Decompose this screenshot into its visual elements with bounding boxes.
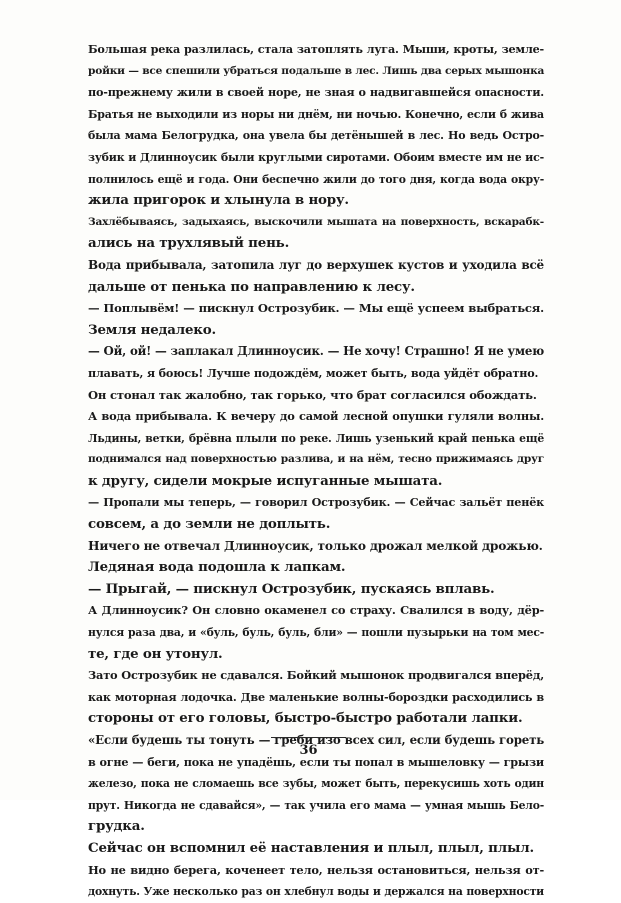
text-line: Земля недалеко.	[88, 321, 216, 338]
page-number: 36	[299, 743, 318, 758]
text-line: в огне — беги, пока не упадёшь, если ты попал в мышеловку — грызи	[88, 754, 544, 769]
text-line: те, где он утонул.	[88, 645, 223, 662]
text-line: дальше от пенька по направлению к лесу.	[88, 278, 415, 295]
text-line: А вода прибывала. К вечеру до самой лесной опушки гуляли волны.	[88, 409, 544, 424]
text-line: по-прежнему жили в своей норе, не зная о надвигавшейся опасности.	[88, 85, 544, 100]
text-line: прут. Никогда не сдавайся», — так учила его мама — умная мышь Бело-	[88, 798, 544, 812]
story-text	[88, 39, 544, 903]
text-line: Ледяная вода подошла к лапкам.	[88, 559, 346, 576]
text-line: полнилось ещё и года. Они беспечно жили до того дня, когда вода окру-	[88, 172, 544, 186]
text-line: Захлёбываясь, задыхаясь, выскочили мышата на поверхность, вскарабк-	[88, 215, 544, 228]
text-line: как моторная лодочка. Две маленькие волны-бороздки расходились в	[88, 689, 544, 704]
text-line: — Ой, ой! — заплакал Длинноусик. — Не хочу! Страшно! Я не умею	[88, 344, 545, 359]
text-line: Он стонал так жалобно, так горько, что брат согласился обождать.	[88, 387, 537, 402]
text-line: — Пропали мы теперь, — говорил Острозубик. — Сейчас зальёт пенёк	[88, 495, 544, 510]
text-line: ались на трухлявый пень.	[88, 235, 290, 252]
text-line: была мама Белогрудка, она увела бы детёнышей в лес. Но ведь Остро-	[88, 129, 544, 143]
text-line: — Прыгай, — пискнул Острозубик, пускаясь вплавь.	[88, 580, 495, 597]
text-line: Но не видно берега, коченеет тело, нельзя остановиться, нельзя от-	[88, 862, 544, 877]
text-line: к другу, сидели мокрые испуганные мышата.	[88, 472, 443, 489]
text-line: дохнуть. Уже несколько раз он хлебнул воды и держался на поверхности	[88, 885, 544, 899]
text-line: совсем, а до земли не доплыть.	[88, 516, 331, 533]
text-line: — Поплывём! — пискнул Острозубик. — Мы ещё успеем выбраться.	[88, 301, 544, 316]
text-line: Зато Острозубик не сдавался. Бойкий мышонок продвигался вперёд,	[88, 668, 544, 683]
text-line: Вода прибывала, затопила луг до верхушек кустов и уходила всё	[88, 257, 544, 272]
text-line: железо, пока не сломаешь все зубы, может быть, перекусишь хоть один	[88, 777, 544, 791]
text-line: поднимался над поверхностью разлива, и на нём, тесно прижимаясь друг	[88, 453, 544, 466]
text-line: Большая река разлилась, стала затоплять луга. Мыши, кроты, земле-	[88, 42, 544, 56]
text-line: ройки — все спешили убраться подальше в лес. Лишь два серых мышонка	[88, 64, 545, 77]
text-line: стороны от его головы, быстро-быстро работали лапки.	[88, 710, 523, 727]
text-line: жила пригорок и хлынула в нору.	[88, 192, 349, 209]
text-line: «Если будешь ты тонуть — греби изо всех сил, если будешь гореть	[88, 733, 544, 747]
text-line: зубик и Длинноусик были круглыми сиротами. Обоим вместе им не ис-	[88, 150, 544, 164]
text-line: Сейчас он вспомнил её наставления и плыл, плыл, плыл.	[88, 839, 534, 856]
footer-rule	[271, 737, 346, 738]
text-line: А Длинноусик? Он словно окаменел со страху. Свалился в воду, дёр-	[88, 603, 544, 618]
text-line: нулся раза два, и «буль, буль, буль, бли» — пошли пузырьки на том мес-	[88, 626, 544, 640]
text-line: Льдины, ветки, брёвна плыли по реке. Лишь узенький край пенька ещё	[88, 431, 544, 445]
text-line: грудка.	[88, 818, 145, 835]
text-line: плавать, я боюсь! Лучше подождём, может быть, вода уйдёт обратно.	[88, 365, 539, 380]
text-line: Ничего не отвечал Длинноусик, только дрожал мелкой дрожью.	[88, 538, 543, 553]
text-line: Братья не выходили из норы ни днём, ни ночью. Конечно, если б жива	[88, 107, 544, 121]
